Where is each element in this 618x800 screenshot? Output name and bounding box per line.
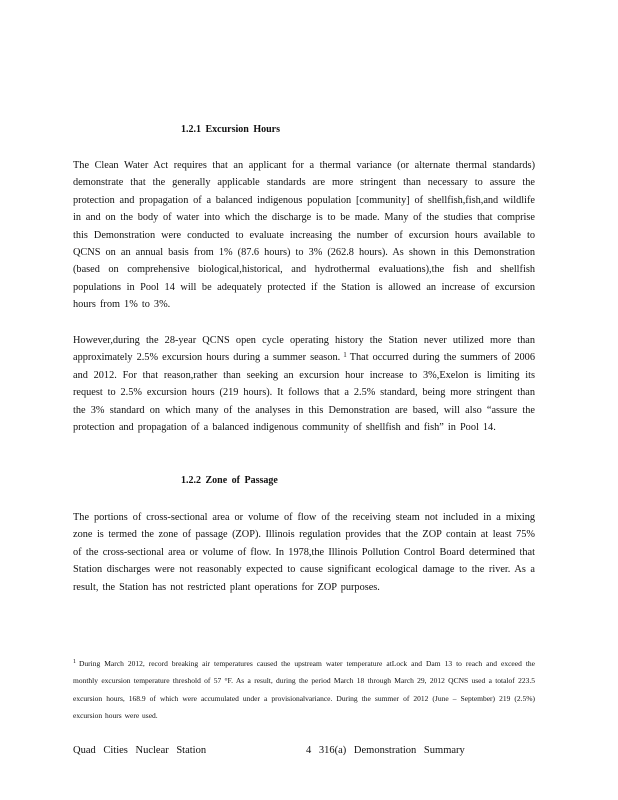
footnote-reference[interactable]: 1	[343, 351, 347, 360]
paragraph-operating-history	[73, 332, 535, 436]
paragraph-text: The Clean Water Act requires that an applicant for a thermal variance (or alternate thermal standards) demonstrate that the generally applicable standards are more stringent than necessary to assure the protection and propagation of a balanced indigenous population [community] of shellfish,fish,and wildlife in and on the body of water into which the discharge is to be made. Many of the studies that comprise this Demonstration were conducted to evaluate increasing the number of excursion hours available to QCNS on an annual basis from 1% (87.6 hours) to 3% (262.8 hours). As shown in this Demonstration (based on comprehensive biological,historical, and hydrothermal evaluations),the fish and shellfish populations in Pool 14 will be adequately protected if the Station is allowed an increase of excursion hours from 1% to 3%.	[73, 160, 535, 311]
footnote-marker: 1	[73, 659, 76, 665]
paragraph-text	[73, 332, 535, 436]
paragraph-text-part1: However,during the 28-year QCNS open cycle operating history the Station never utilized more than approximately 2.5% excursion hours during a summer season.	[73, 335, 535, 364]
footnote	[73, 655, 535, 724]
footer-document-title: 4 316(a) Demonstration Summary	[306, 745, 465, 756]
paragraph-text: The portions of cross-sectional area or volume of flow of the receiving steam not included in a mixing zone is termed the zone of passage (ZOP). Illinois regulation provides that the ZOP contain at least 75% of the cross-sectional area or volume of flow. In 1978,the Illinois Pollution Control Board determined that Station discharges were not reasonably expected to cause significant ecological damage to the river. As a result, the Station has not restricted plant operations for ZOP purposes.	[73, 512, 535, 593]
footnote-text: During March 2012, record breaking air temperatures caused the upstream water temperature atLock and Dam 13 to reach and exceed the monthly excursion temperature threshold of 57 °F. As a result, during the period March 18 through March 29, 2012 QCNS used a totalof 223.5 excursion hours, 168.9 of which were accumulated under a provisionalvariance. During the summer of 2012 (June – September) 219 (2.5%) excursion hours were used.	[73, 659, 535, 720]
footer-station-name: Quad Cities Nuclear Station	[73, 745, 207, 756]
section-heading-excursion-hours: 1.2.1 Excursion Hours	[181, 124, 281, 135]
paragraph-zone-of-passage	[73, 509, 535, 596]
section-heading-zone-of-passage: 1.2.2 Zone of Passage	[181, 475, 278, 486]
paragraph-clean-water-act	[73, 157, 535, 314]
paragraph-text-part2: That occurred during the summers of 2006 and 2012. For that reason,rather than seeking an excursion hour increase to 3%,Exelon is limiting its request to 2.5% excursion hours (219 hours). It follows that a 2.5% standard, being more stringent than the 3% standard on which many of the analyses in this Demonstration are based, will also “assure the protection and propagation of a balanced indigenous community of shellfish and fish” in Pool 14.	[73, 352, 535, 434]
footnote-divider	[73, 648, 193, 649]
